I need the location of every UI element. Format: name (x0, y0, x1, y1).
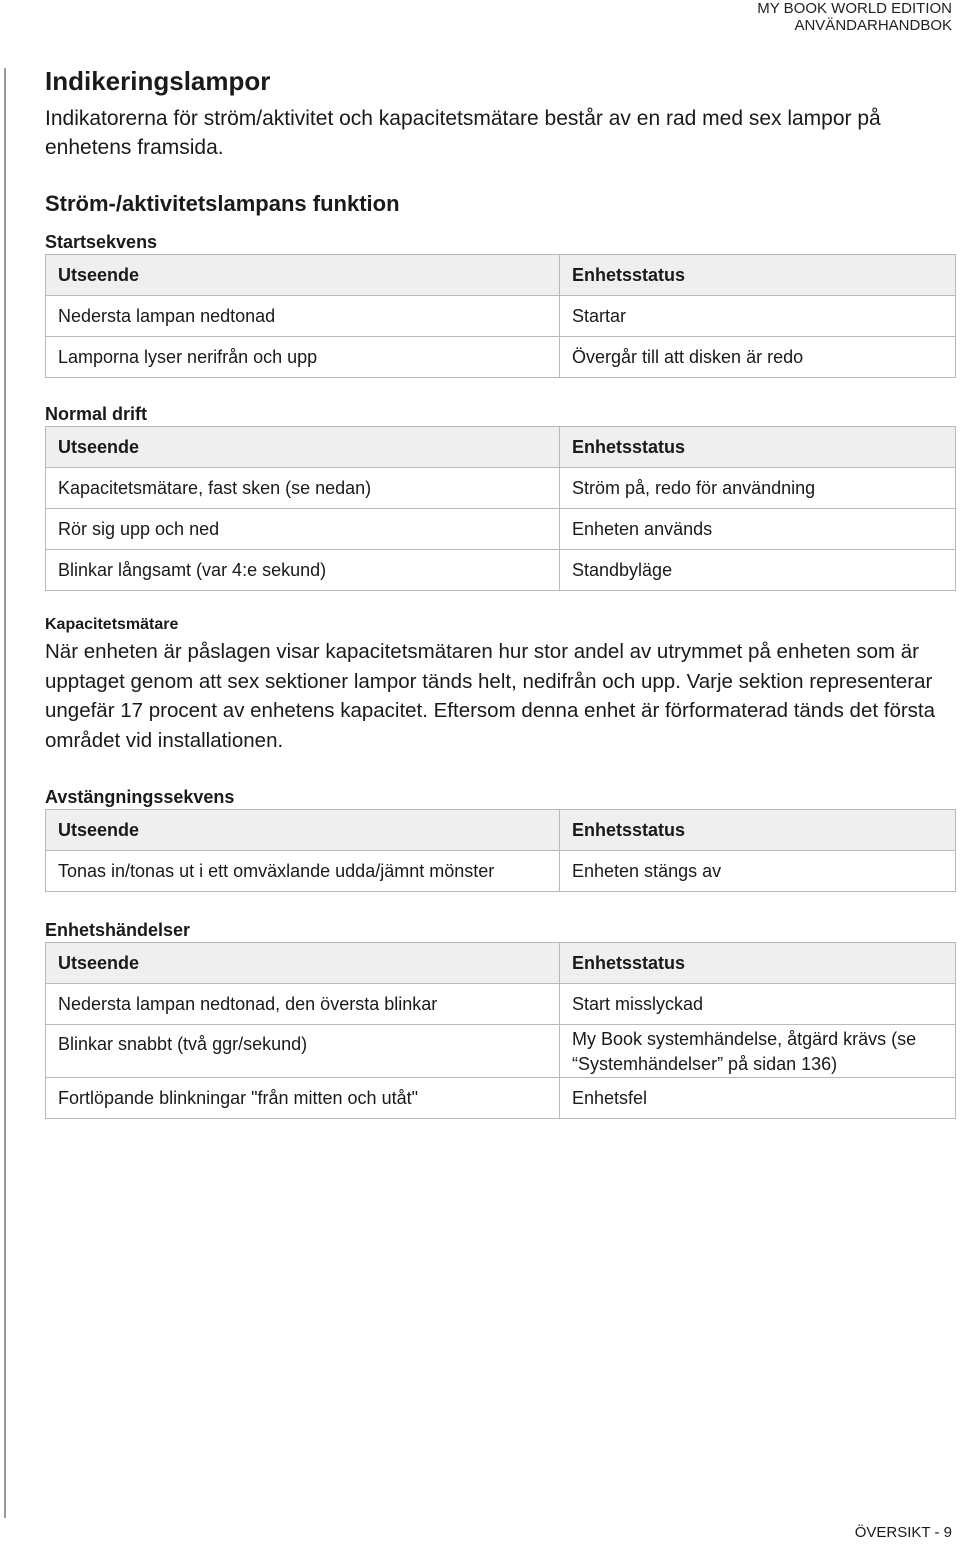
appearance-cell: Tonas in/tonas ut i ett omväxlande udda/jämnt mönster (46, 851, 560, 892)
appearance-cell: Blinkar snabbt (två ggr/sekund) (46, 1025, 560, 1078)
appearance-cell: Lamporna lyser nerifrån och upp (46, 337, 560, 378)
page-number: ÖVERSIKT - 9 (854, 1524, 952, 1541)
table-header-row (46, 255, 956, 296)
header-product: MY BOOK WORLD EDITION (757, 0, 952, 17)
header-doc-type: ANVÄNDARHANDBOK (794, 17, 952, 34)
table-row (46, 1025, 956, 1078)
table-row (46, 509, 956, 550)
shutdown-table (45, 809, 956, 892)
startup-title: Startsekvens (45, 232, 158, 252)
normal-title: Normal drift (45, 404, 148, 424)
status-cell: Enheten stängs av (560, 851, 956, 892)
col-header-appearance: Utseende (46, 255, 560, 296)
appearance-cell: Nedersta lampan nedtonad, den översta blinkar (46, 984, 560, 1025)
page-content (45, 62, 955, 1119)
status-cell: Enhetsfel (560, 1078, 956, 1119)
col-header-appearance: Utseende (46, 427, 560, 468)
col-header-status: Enhetsstatus (560, 943, 956, 984)
page-title: Indikeringslampor (45, 66, 271, 96)
table-row (46, 1078, 956, 1119)
col-header-status: Enhetsstatus (560, 810, 956, 851)
col-header-status: Enhetsstatus (560, 255, 956, 296)
table-header-row (46, 427, 956, 468)
col-header-appearance: Utseende (46, 810, 560, 851)
status-cell: Enheten används (560, 509, 956, 550)
table-row (46, 337, 956, 378)
intro-text: Indikatorerna för ström/aktivitet och kapacitetsmätare består av en rad med sex lampor på enhetens framsida. (45, 107, 881, 159)
events-table (45, 942, 956, 1119)
appearance-cell: Blinkar långsamt (var 4:e sekund) (46, 550, 560, 591)
col-header-status: Enhetsstatus (560, 427, 956, 468)
status-cell: Övergår till att disken är redo (560, 337, 956, 378)
table-row (46, 550, 956, 591)
table-header-row (46, 943, 956, 984)
status-cell: Ström på, redo för användning (560, 468, 956, 509)
capacity-text: När enheten är påslagen visar kapacitetsmätaren hur stor andel av utrymmet på enheten som är upptaget genom att sex sektioner lampor tänds helt, nedifrån och upp. Varje sektion representerar ungefär 17 procent av enhetens kapacitet. Eftersom denna enhet är förformaterad tänds det första området vid installationen. (45, 640, 936, 752)
startup-table (45, 254, 956, 378)
normal-table (45, 426, 956, 591)
table-row (46, 468, 956, 509)
appearance-cell: Rör sig upp och ned (46, 509, 560, 550)
capacity-title: Kapacitetsmätare (45, 616, 179, 633)
status-cell: Start misslyckad (560, 984, 956, 1025)
margin-rule (4, 68, 6, 1518)
status-cell: Standbyläge (560, 550, 956, 591)
table-row (46, 984, 956, 1025)
events-title: Enhetshändelser (45, 920, 191, 940)
appearance-cell: Nedersta lampan nedtonad (46, 296, 560, 337)
col-header-appearance: Utseende (46, 943, 560, 984)
appearance-cell: Kapacitetsmätare, fast sken (se nedan) (46, 468, 560, 509)
appearance-cell: Fortlöpande blinkningar "från mitten och utåt" (46, 1078, 560, 1119)
table-row (46, 851, 956, 892)
table-row (46, 296, 956, 337)
running-header (757, 0, 952, 34)
table-header-row (46, 810, 956, 851)
shutdown-title: Avstängningssekvens (45, 787, 235, 807)
section-heading: Ström-/aktivitetslampans funktion (45, 191, 400, 216)
status-cell: My Book systemhändelse, åtgärd krävs (se “Systemhändelser” på sidan 136) (560, 1025, 956, 1078)
status-cell: Startar (560, 296, 956, 337)
